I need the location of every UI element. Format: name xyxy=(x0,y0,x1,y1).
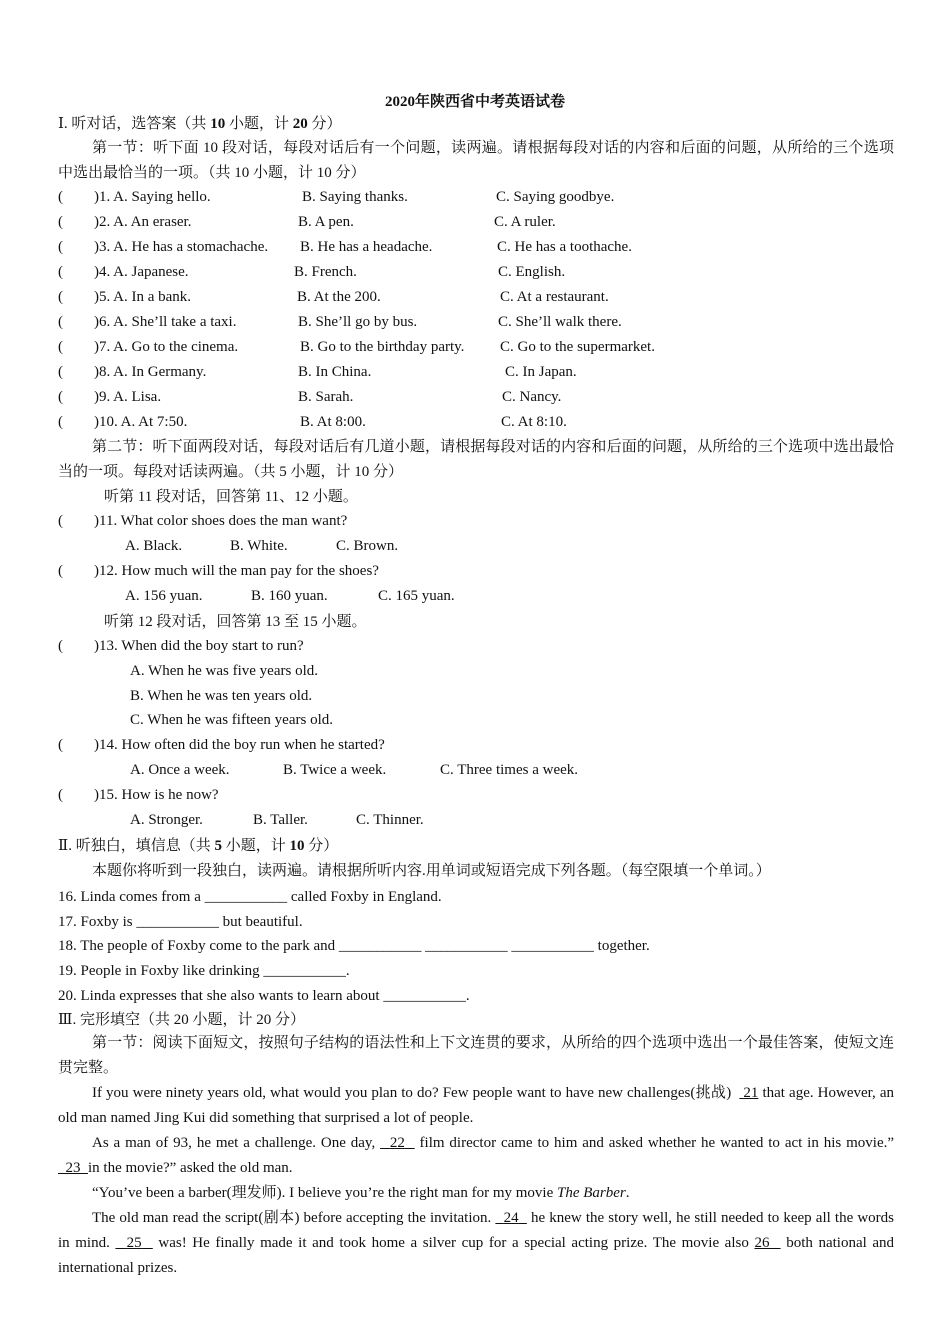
section-1-heading-prefix: Ⅰ. 听对话，选答案（共 xyxy=(58,116,207,132)
question-7-option-a: )7. A. Go to the cinema. xyxy=(94,339,239,355)
section-1-score: 20 xyxy=(292,116,308,132)
question-14-option-c: C. Three times a week. xyxy=(440,762,579,778)
question-8: ( )8. A. In Germany. xyxy=(58,364,207,380)
fill-blank-20: 20. Linda expresses that she also wants to learn about ___________. xyxy=(58,988,470,1004)
question-13: ( )13. When did the boy start to run? xyxy=(58,638,304,654)
question-5-option-a: )5. A. In a bank. xyxy=(94,289,192,305)
question-2-option-c: C. A ruler. xyxy=(494,214,556,230)
dialog-12-instruction: 听第 12 段对话，回答第 13 至 15 小题。 xyxy=(104,614,367,630)
question-4: ( )4. A. Japanese. xyxy=(58,264,189,280)
fill-blank-16: 16. Linda comes from a ___________ called Foxby in England. xyxy=(58,889,442,905)
question-14-option-b: B. Twice a week. xyxy=(283,762,387,778)
question-11: ( )11. What color shoes does the man want? xyxy=(58,513,348,529)
cloze-paragraph-4 xyxy=(58,1206,894,1281)
cloze-blank-23: 23 xyxy=(65,1160,81,1176)
section-2-heading xyxy=(58,836,898,856)
question-5-option-b: B. At the 200. xyxy=(297,289,381,305)
section-3-heading: Ⅲ. 完形填空（共 20 小题，计 20 分） xyxy=(58,1012,305,1028)
fill-blank-19: 19. People in Foxby like drinking ___________. xyxy=(58,963,350,979)
cloze-p3-text-b: . xyxy=(625,1185,630,1201)
question-9-option-c: C. Nancy. xyxy=(502,389,562,405)
question-10-option-b: B. At 8:00. xyxy=(300,414,366,430)
cloze-blank-24: 24 xyxy=(503,1210,519,1226)
question-8-option-b: B. In China. xyxy=(298,364,372,380)
cloze-p2-text-a: As a man of 93, he met a challenge. One day, xyxy=(92,1135,376,1151)
question-13-option-c: C. When he was fifteen years old. xyxy=(130,712,333,728)
cloze-blank-21: 21 xyxy=(743,1085,759,1101)
question-8-option-c: C. In Japan. xyxy=(505,364,577,380)
question-13-option-a: A. When he was five years old. xyxy=(130,663,318,679)
section-2-instructions: 本题你将听到一段独白，读两遍。请根据所听内容.用单词或短语完成下列各题。（每空限填一个单词。） xyxy=(92,863,771,879)
question-12-text: )12. How much will the man pay for the shoes? xyxy=(94,563,379,579)
section-2-heading-suffix: 分） xyxy=(308,838,339,854)
question-2: ( )2. A. An eraser. xyxy=(58,214,192,230)
question-1: ( )1. A. Saying hello. xyxy=(58,189,211,205)
cloze-p4-text-b: he knew the story well, he still needed to keep all the words in mind. xyxy=(58,1210,895,1251)
question-14-text: )14. How often did the boy run when he started? xyxy=(94,737,385,753)
question-10-option-c: C. At 8:10. xyxy=(501,414,567,430)
question-13-option-b: B. When he was ten years old. xyxy=(130,688,313,704)
question-5-option-c: C. At a restaurant. xyxy=(500,289,609,305)
question-2-option-a: )2. A. An eraser. xyxy=(94,214,192,230)
question-15-option-c: C. Thinner. xyxy=(356,812,424,828)
section-2-heading-mid: 小题，计 xyxy=(225,838,286,854)
question-3-option-a: )3. A. He has a stomachache. xyxy=(94,239,269,255)
cloze-blank-25: 25 xyxy=(126,1235,142,1251)
movie-title: The Barber xyxy=(557,1185,626,1201)
question-9: ( )9. A. Lisa. xyxy=(58,389,162,405)
question-9-option-a: )9. A. Lisa. xyxy=(94,389,162,405)
question-11-option-b: B. White. xyxy=(230,538,288,554)
question-8-option-a: )8. A. In Germany. xyxy=(94,364,207,380)
question-7-option-b: B. Go to the birthday party. xyxy=(300,339,465,355)
cloze-blank-26: 26 xyxy=(754,1235,770,1251)
cloze-p2-text-b: film director came to him and asked whether he wanted to act in his movie.” xyxy=(419,1135,895,1151)
section-1-part-1-instructions: 第一节：听下面 10 段对话，每段对话后有一个问题，读两遍。请根据每段对话的内容和后面的问题，从所给的三个选项中选出最恰当的一项。（共 10 小题，计 10 分） xyxy=(58,140,894,181)
cloze-paragraph-1 xyxy=(58,1081,894,1131)
question-4-option-c: C. English. xyxy=(498,264,566,280)
question-11-option-c: C. Brown. xyxy=(336,538,399,554)
question-14-option-a: A. Once a week. xyxy=(130,762,230,778)
question-6: ( )6. A. She’ll take a taxi. xyxy=(58,314,237,330)
section-2-count: 5 xyxy=(214,838,222,854)
cloze-paragraph-2 xyxy=(58,1131,894,1181)
question-10-option-a: )10. A. At 7:50. xyxy=(94,414,188,430)
cloze-p3-text-a: “You’ve been a barber(理发师). I believe you’re the right man for my movie xyxy=(92,1185,554,1201)
cloze-p1-text-b: that age. However, an old man named Jing Kui did something that surprised a lot of people. xyxy=(58,1085,895,1126)
question-1-option-b: B. Saying thanks. xyxy=(302,189,408,205)
question-3-option-c: C. He has a toothache. xyxy=(497,239,632,255)
page-title: 2020年陕西省中考英语试卷 xyxy=(384,94,565,110)
cloze-p4-text-c: was! He finally made it and took home a silver cup for a special acting prize. The movie also xyxy=(158,1235,749,1251)
question-7: ( )7. A. Go to the cinema. xyxy=(58,339,239,355)
question-11-option-a: A. Black. xyxy=(125,538,183,554)
question-4-option-a: )4. A. Japanese. xyxy=(94,264,189,280)
fill-blank-18: 18. The people of Foxby come to the park and ___________ ___________ ___________ together. xyxy=(58,938,650,954)
section-1-count: 10 xyxy=(210,116,226,132)
question-7-option-c: C. Go to the supermarket. xyxy=(500,339,655,355)
question-15-option-a: A. Stronger. xyxy=(130,812,203,828)
question-3-option-b: B. He has a headache. xyxy=(300,239,433,255)
question-12-option-c: C. 165 yuan. xyxy=(378,588,455,604)
question-11-text: )11. What color shoes does the man want? xyxy=(94,513,348,529)
question-15-text: )15. How is he now? xyxy=(94,787,219,803)
section-1-heading xyxy=(58,114,898,134)
question-10: ( )10. A. At 7:50. xyxy=(58,414,188,430)
cloze-p4-text-d: both national and international prizes. xyxy=(58,1235,895,1276)
section-3-instructions: 第一节：阅读下面短文，按照句子结构的语法性和上下文连贯的要求，从所给的四个选项中选出一个最佳答案，使短文连贯完整。 xyxy=(58,1035,894,1076)
question-3: ( )3. A. He has a stomachache. xyxy=(58,239,269,255)
cloze-p1-text-a: If you were ninety years old, what would you plan to do? Few people want to have new challenges(挑战) xyxy=(92,1085,732,1101)
question-6-option-c: C. She’ll walk there. xyxy=(498,314,622,330)
question-9-option-b: B. Sarah. xyxy=(298,389,354,405)
section-1-heading-suffix: 分） xyxy=(311,116,342,132)
section-2-heading-prefix: Ⅱ. 听独白，填信息（共 xyxy=(58,838,211,854)
question-12: ( )12. How much will the man pay for the shoes? xyxy=(58,563,379,579)
cloze-paragraph-3 xyxy=(58,1181,894,1206)
cloze-p4-text-a: The old man read the script(剧本) before accepting the invitation. xyxy=(92,1210,492,1226)
question-1-option-a: )1. A. Saying hello. xyxy=(94,189,211,205)
question-14: ( )14. How often did the boy run when he started? xyxy=(58,737,385,753)
section-2-score: 10 xyxy=(289,838,305,854)
question-13-text: )13. When did the boy start to run? xyxy=(94,638,304,654)
cloze-p2-text-c: in the movie?” asked the old man. xyxy=(88,1160,293,1176)
question-12-option-a: A. 156 yuan. xyxy=(125,588,203,604)
question-15-option-b: B. Taller. xyxy=(253,812,308,828)
question-4-option-b: B. French. xyxy=(294,264,357,280)
question-5: ( )5. A. In a bank. xyxy=(58,289,192,305)
section-1-heading-mid: 小题，计 xyxy=(228,116,289,132)
dialog-11-instruction: 听第 11 段对话，回答第 11、12 小题。 xyxy=(104,489,358,505)
question-6-option-a: )6. A. She’ll take a taxi. xyxy=(94,314,237,330)
fill-blank-17: 17. Foxby is ___________ but beautiful. xyxy=(58,914,303,930)
cloze-blank-22: 22 xyxy=(389,1135,405,1151)
question-1-option-c: C. Saying goodbye. xyxy=(496,189,615,205)
question-15: ( )15. How is he now? xyxy=(58,787,219,803)
section-1-part-2-instructions: 第二节：听下面两段对话，每段对话后有几道小题，请根据每段对话的内容和后面的问题，从所给的三个选项中选出最恰当的一项。每段对话读两遍。（共 5 小题，计 10 分） xyxy=(58,439,894,480)
question-12-option-b: B. 160 yuan. xyxy=(251,588,328,604)
question-2-option-b: B. A pen. xyxy=(298,214,354,230)
question-6-option-b: B. She’ll go by bus. xyxy=(298,314,418,330)
